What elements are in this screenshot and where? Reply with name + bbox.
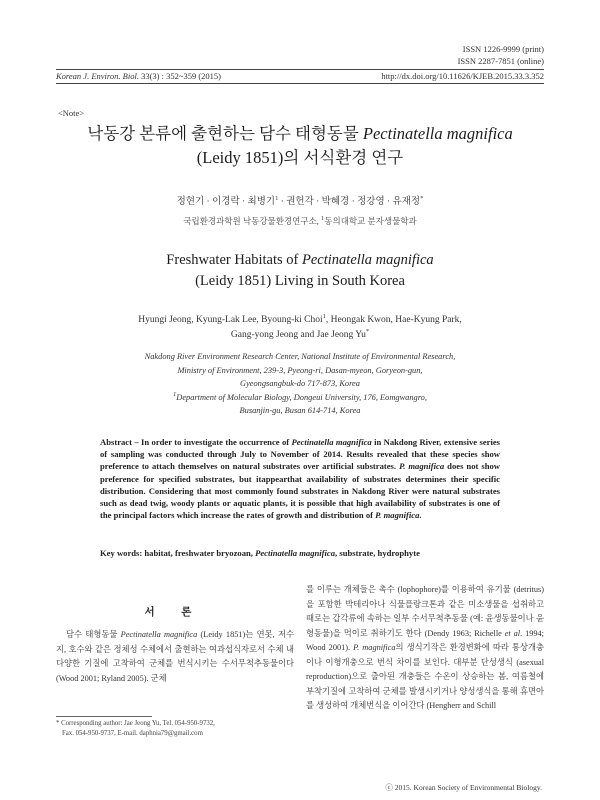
korean-title-species: Pectinatella magnifica [362, 124, 513, 143]
korean-affiliation [56, 215, 544, 227]
english-authors-line2: Gang-yong Jeong and Jae Jeong Yu [230, 329, 366, 340]
section-heading-introduction: 서 론 [144, 607, 204, 618]
english-affiliation-line4: Department of Molecular Biology, Dongeui University, 176, Eomgwangro, [176, 392, 427, 402]
english-affiliation [70, 350, 530, 418]
abstract-text-1: Abstract – In order to investigate the occurrence of [100, 437, 292, 447]
journal-citation [56, 71, 221, 81]
right-column-species: P. magnifica [353, 643, 396, 652]
english-authors-sup1: 1 [322, 312, 326, 320]
right-column-text-2: . 1994; Wood 2001). [306, 628, 544, 652]
english-title-species: Pectinatella magnifica [302, 252, 434, 268]
korean-authors-part2: · 권헌각 · 박혜경 · 정강영 · 유재정 [278, 197, 421, 207]
korean-affiliation-part2: 동의대학교 분자생물학과 [324, 216, 417, 226]
journal-volume: 33(3) : 352~359 (2015) [141, 71, 221, 81]
korean-authors-sup2: * [420, 194, 424, 202]
abstract-text-4: . [419, 510, 422, 521]
abstract-species-3: P. magnifica [375, 510, 420, 521]
abstract [100, 436, 500, 521]
abstract-species-2: P. magnifica [399, 461, 445, 472]
english-authors-line1a: Hyungi Jeong, Kyung-Lak Lee, Byoung-ki Choi [138, 315, 323, 325]
english-title-prefix: Freshwater Habitats of [166, 252, 302, 268]
keywords-suffix: , substrate, hydrophyte [335, 548, 420, 558]
abstract-text-2: in Nakdong River, extensive series of sampling was conducted through July to November of 2014. Results revealed that these species show preference to attach themselves on natural substrates over artificial substrates. [100, 437, 501, 472]
keywords-prefix: Key words: habitat, freshwater bryozoan, [100, 548, 256, 558]
abstract-text-3: does not show preference for specified substrates, but itappearthat availability of substrates determines their specific distribution. Considering that most commonly found substrates in Nakdong River were natural substrates such as dead twig, woody plants or aquatic plants, it is possible that high availability of substrates is one of the principal factors which increase the rates of growth and distribution of [100, 461, 500, 521]
issn-print: ISSN 1226-9999 (print) [462, 44, 544, 54]
english-affiliation-sup: 1 [173, 390, 177, 398]
body-column-left [56, 628, 294, 686]
header-top-rule [56, 69, 544, 70]
copyright-notice: ⓒ 2015. Korean Society of Environmental Biology. [385, 783, 542, 792]
korean-title [56, 122, 544, 170]
english-affiliation-line1: Nakdong River Environment Research Center, National Institute of Environmental Research, [144, 352, 456, 361]
keywords [100, 548, 500, 558]
doi-link[interactable]: http://dx.doi.org/10.11626/KJEB.2015.33.3.352 [381, 71, 544, 81]
footnote-rule [56, 716, 152, 717]
journal-name: Korean J. Environ. Biol. [56, 71, 139, 81]
korean-affiliation-part1: 국립환경과학원 낙동강물환경연구소, [183, 216, 322, 226]
footnote-line2: Fax. 054-950-9737, E-mail. daphnia79@gmail.com [62, 729, 203, 737]
english-affiliation-line5: Busanjin-gu, Busan 614-714, Korea [239, 406, 361, 415]
abstract-species-1: Pectinatella magnifica [291, 437, 372, 447]
english-authors-line1b: , Heongak Kwon, Hae-Kyung Park, [325, 315, 462, 325]
korean-affiliation-sup: 1 [321, 215, 325, 223]
body-column-right [306, 583, 544, 714]
right-column-text-1: 를 이루는 개체들은 촉수 (lophophore)를 이용하여 유기물 (detritus)을 포함한 박테리아나 식물플랑크톤과 같은 미소생물을 섭취하고 때로는 갑각류에 속하는 일부 수서무척추동물 (예: 윤생동물이나 윤형동물)을 먹이로 취하기도 한다 (Dendy 1963; Richelle [306, 585, 544, 638]
keywords-species: Pectinatella magnifica [255, 548, 336, 558]
issn-online: ISSN 2287-7851 (online) [457, 55, 544, 66]
issn-block [458, 44, 544, 67]
right-column-text-3: 의 생식기작은 환경변화에 따라 통상개충이나 이형개충으로 번식 차이를 보인다. 대부분 단성생식 (asexual reproduction)으로 출아된 개충들은 수온이 상승하는 봄, 여름철에 부착기질에 고착하여 군체를 발생시키거나 양성생식을 통해 휴면아를 생성하여 개체번식을 이어간다 (Hengherr and Schill [306, 643, 544, 710]
english-authors-sup2: * [365, 327, 370, 335]
left-column-species: Pectinatella magnifica [120, 630, 198, 639]
korean-authors-part1: 정현기 · 이경락 · 최병기 [176, 197, 276, 207]
english-title-line2: (Leidy 1851) Living in South Korea [195, 273, 405, 289]
english-authors [56, 313, 544, 342]
english-affiliation-line3: Gyeongsangbuk-do 717-873, Korea [240, 379, 360, 388]
korean-authors [56, 193, 544, 207]
footnote-line1: * Corresponding author: Jae Jeong Yu, Tel. 054-950-9732, [56, 720, 215, 727]
left-column-text-2: (Leidy 1851)는 연못, 저수지, 호수와 같은 정체성 수체에서 출현하는 여과섭식자로서 수체 내 다양한 기질에 고착하여 군체를 번식시키는 수서무척추동물이다 (Wood 2001; Ryland 2005). 군체 [56, 630, 294, 683]
korean-title-prefix: 낙동강 본류에 출현하는 담수 태형동물 [87, 124, 363, 143]
english-title [56, 250, 544, 292]
left-column-text-1: 담수 태형동물 [66, 630, 121, 639]
english-affiliation-line2: Ministry of Environment, 239-3, Pyeong-ri, Dasan-myeon, Goryeon-gun, [177, 365, 423, 375]
right-column-etal: et al [504, 628, 521, 638]
note-label: <Note> [58, 108, 85, 118]
korean-title-line2: (Leidy 1851)의 서식환경 연구 [196, 148, 404, 167]
header-bottom-rule [56, 83, 544, 84]
korean-authors-sup1: 1 [275, 194, 279, 202]
corresponding-author-footnote [56, 719, 296, 738]
